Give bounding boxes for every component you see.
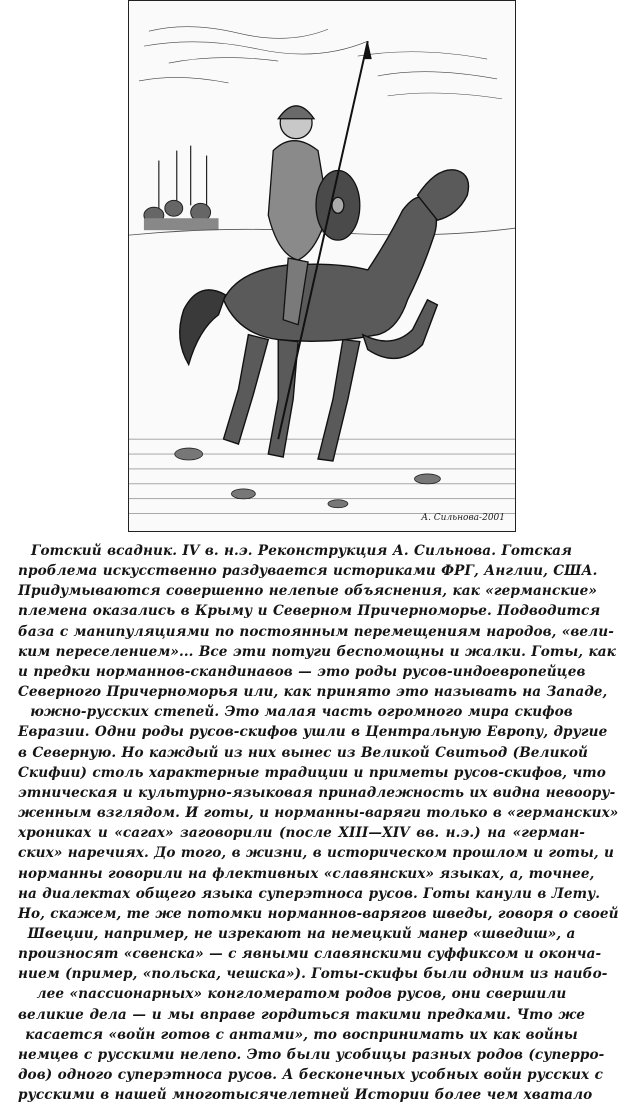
- rider-engraving: [129, 1, 515, 531]
- caption-line: хрониках и «сагах» заговорили (после XIII—XIV вв. н.э.) на «герман-: [18, 825, 585, 842]
- caption-line: база с манипуляциями по постоянным перемещениям народов, «вели-: [18, 623, 614, 640]
- caption-line: норманны говорили на флективных «славянских» языках, а, точнее,: [18, 865, 595, 882]
- caption-line: Скифии) столь характерные традиции и приметы русов-скифов, что: [18, 764, 606, 781]
- caption-line: проблема искусственно раздувается историками ФРГ, Англии, США.: [18, 563, 598, 580]
- caption-line: Придумываются совершенно нелепые объяснения, как «германские»: [18, 583, 597, 600]
- caption-line: Евразии. Одни роды русов-скифов ушли в Центральную Европу, другие: [18, 724, 608, 741]
- caption-line: в Северную. Но каждый из них вынес из Великой Свитьод (Великой: [18, 744, 589, 761]
- caption-line: этническая и культурно-языковая принадлежность их видна невоору-: [18, 784, 616, 801]
- caption-line: нием (пример, «польска, чешска»). Готы-скифы были одним из наибо-: [18, 966, 608, 983]
- caption-text: [18, 541, 619, 1105]
- caption-line: Северного Причерноморья или, как принято это называть на Западе,: [18, 684, 608, 701]
- caption-line: русскими в нашей многотысячелетней Истории более чем хватало: [18, 1087, 593, 1104]
- caption-line: дов) одного суперэтноса русов. А бесконечных усобных войн русских с: [18, 1067, 603, 1084]
- caption-line: немцев с русскими нелепо. Это были усобицы разных родов (суперро-: [18, 1046, 605, 1063]
- caption-line: Но, скажем, те же потомки норманнов-варягов шведы, говоря о своей: [18, 905, 619, 922]
- caption-line: лее «пассионарных» конгломератом родов русов, они свершили: [36, 986, 567, 1003]
- caption-line: великие дела — и мы вправе гордиться такими предками. Что же: [18, 1006, 585, 1023]
- caption-line: Швеции, например, не изрекают на немецкий манер «шведиш», а: [27, 925, 576, 942]
- gothic-rider-illustration: [128, 0, 516, 532]
- caption-line: ских» наречиях. До того, в жизни, в историческом прошлом и готы, и: [18, 845, 615, 862]
- sky-hatching: [139, 27, 502, 99]
- caption-line: южно-русских степей. Это малая часть огромного мира скифов: [30, 704, 573, 721]
- caption-line: Готский всадник. IV в. н.э. Реконструкция А. Сильнова. Готская: [30, 543, 572, 559]
- caption-line: произносят «свенска» — с явными славянскими суффиксом и оконча-: [18, 946, 602, 963]
- distant-warriors: [144, 146, 219, 231]
- caption-line: ким переселением»... Все эти потуги беспомощны и жалки. Готы, как: [18, 643, 616, 660]
- caption-line: племена оказались в Крыму и Северном Причерноморье. Подводится: [18, 603, 601, 620]
- artist-signature: А. Сильнова-2001: [421, 513, 505, 523]
- caption-line: касается «войн готов с антами», то воспринимать их как войны: [25, 1026, 578, 1043]
- caption-line: на диалектах общего языка суперэтноса русов. Готы канули в Лету.: [18, 885, 601, 902]
- caption-line: женным взглядом. И готы, и норманны-варяги только в «германских»: [18, 805, 619, 822]
- caption-line: и предки норманнов-скандинавов — это роды русов-индоевропейцев: [18, 663, 586, 680]
